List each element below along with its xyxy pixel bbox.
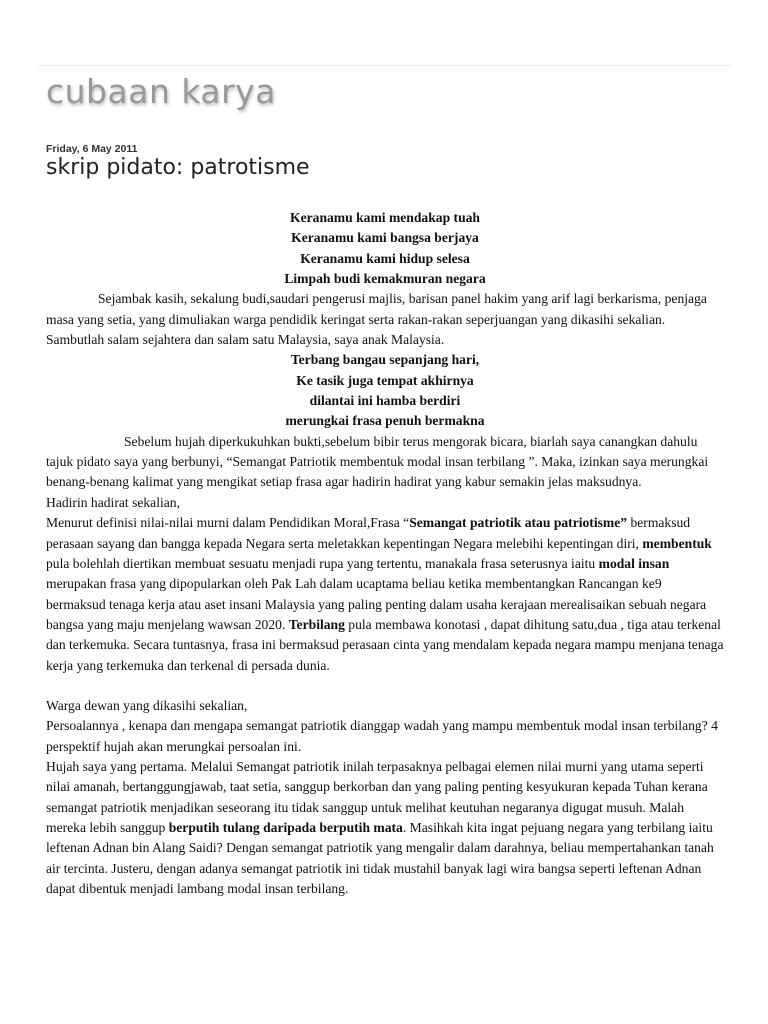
verse-line: Keranamu kami hidup selesa bbox=[300, 250, 470, 266]
text-run: pula membawa konotasi , dapat dihitung satu,dua , tiga atau terkenal dan terkemuka. Secara tuntasnya, frasa ini bermaksud perasaan cinta yang mendalam kepada negara mampu menjana tenaga kerja yang terkemuka dan terkenal di persada dunia. bbox=[46, 616, 724, 673]
paragraph-greeting: Sejambak kasih, sekalung budi,saudari pengerusi majlis, barisan panel hakim yang arif lagi berkarisma, penjaga masa yang setia, yang dimuliakan warga pendidik keringat serta rakan-rakan seperjuangan yang dikasihi sekalian. bbox=[46, 291, 707, 327]
text-run: bermaksud perasaan sayang dan bangga kepada Negara serta meletakkan kepentingan Negara melebihi kepentingan diri, bbox=[46, 515, 691, 551]
paragraph-address: Hadirin hadirat sekalian, bbox=[46, 494, 180, 510]
verse-line: merungkai frasa penuh bermakna bbox=[285, 413, 485, 429]
header-divider bbox=[38, 65, 732, 66]
post-title[interactable]: skrip pidato: patrotisme bbox=[46, 155, 310, 180]
verse-line: Keranamu kami bangsa berjaya bbox=[291, 230, 479, 246]
bold-term: Semangat patriotik atau patriotisme” bbox=[409, 515, 628, 531]
verse-line: Ke tasik juga tempat akhirnya bbox=[296, 372, 474, 388]
bold-term: membentuk bbox=[642, 535, 712, 551]
paragraph-title-intro: Sebelum hujah diperkukuhkan bukti,sebelum bibir terus mengorak bicara, biarlah saya canangkan dahulu tajuk pidato saya yang berbunyi, “Semangat Patriotik membentuk modal insan terbilang ”. Maka, izinkan saya merungkai benang-benang kalimat yang mengikat setiap frasa agar hadirin hadirat yang kabur semakin jelas maksudnya. bbox=[46, 433, 709, 490]
paragraph-definition bbox=[46, 513, 724, 676]
bold-term: Terbilang bbox=[288, 616, 345, 632]
paragraph-argument-one bbox=[46, 757, 724, 899]
text-run: Hujah saya yang pertama. Melalui Semangat patriotik inilah terpasaknya pelbagai elemen nilai murni yang utama seperti nilai amanah, bertanggungjawab, taat setia, sanggup berkorban dan yang paling penting kesyukuran kepada Tuhan kerana semangat patriotik menjadikan seseorang itu tidak sanggup untuk melihat keutuhan negaranya digugat musuh. Malah mereka lebih sanggup bbox=[46, 758, 708, 835]
text-run: . Masihkah kita ingat pejuang negara yang terbilang iaitu leftenan Adnan bin Alang Saidi? Dengan semangat patriotik yang mengalir dalam darahnya, beliau mempertahankan tanah air tercinta. Justeru, dengan adanya semangat patriotik ini tidak mustahil banyak lagi wira bangsa seperti leftenan Adnan dapat dibentuk menjadi lambang modal insan terbilang. bbox=[46, 819, 714, 896]
blog-title[interactable]: cubaan karya bbox=[46, 72, 276, 111]
bold-term: berputih tulang daripada berputih mata bbox=[168, 819, 403, 835]
verse-line: Keranamu kami mendakap tuah bbox=[290, 210, 480, 225]
paragraph-question: Persoalannya , kenapa dan mengapa semangat patriotik dianggap wadah yang mampu membentuk modal insan terbilang? 4 perspektif hujah akan merungkai persoalan ini. bbox=[46, 718, 718, 754]
paragraph-gap bbox=[46, 676, 724, 696]
post-date: Friday, 6 May 2011 bbox=[46, 143, 138, 155]
paragraph-salam: Sambutlah salam sejahtera dan salam satu Malaysia, saya anak Malaysia. bbox=[46, 332, 445, 348]
verse-line: Terbang bangau sepanjang hari, bbox=[290, 352, 480, 368]
text-run: pula bolehlah diertikan membuat sesuatu menjadi rupa yang tertentu, manakala frasa seterusnya iaitu bbox=[46, 555, 599, 571]
verse-line: dilantai ini hamba berdiri bbox=[309, 393, 461, 409]
paragraph-address: Warga dewan yang dikasihi sekalian, bbox=[46, 697, 248, 713]
verse-line: Limpah budi kemakmuran negara bbox=[284, 271, 486, 287]
bold-term: modal insan bbox=[598, 555, 670, 571]
text-run: Menurut definisi nilai-nilai murni dalam Pendidikan Moral,Frasa “ bbox=[46, 515, 410, 531]
text-run: merupakan frasa yang dipopularkan oleh Pak Lah dalam ucaptama beliau ketika membentangkan Rancangan ke9 bermaksud tenaga kerja atau aset insani Malaysia yang paling penting dalam usaha kerajaan merealisaikan sebuah negara bangsa yang maju menjelang wawsan 2020. bbox=[46, 576, 707, 632]
post-body bbox=[46, 208, 724, 899]
